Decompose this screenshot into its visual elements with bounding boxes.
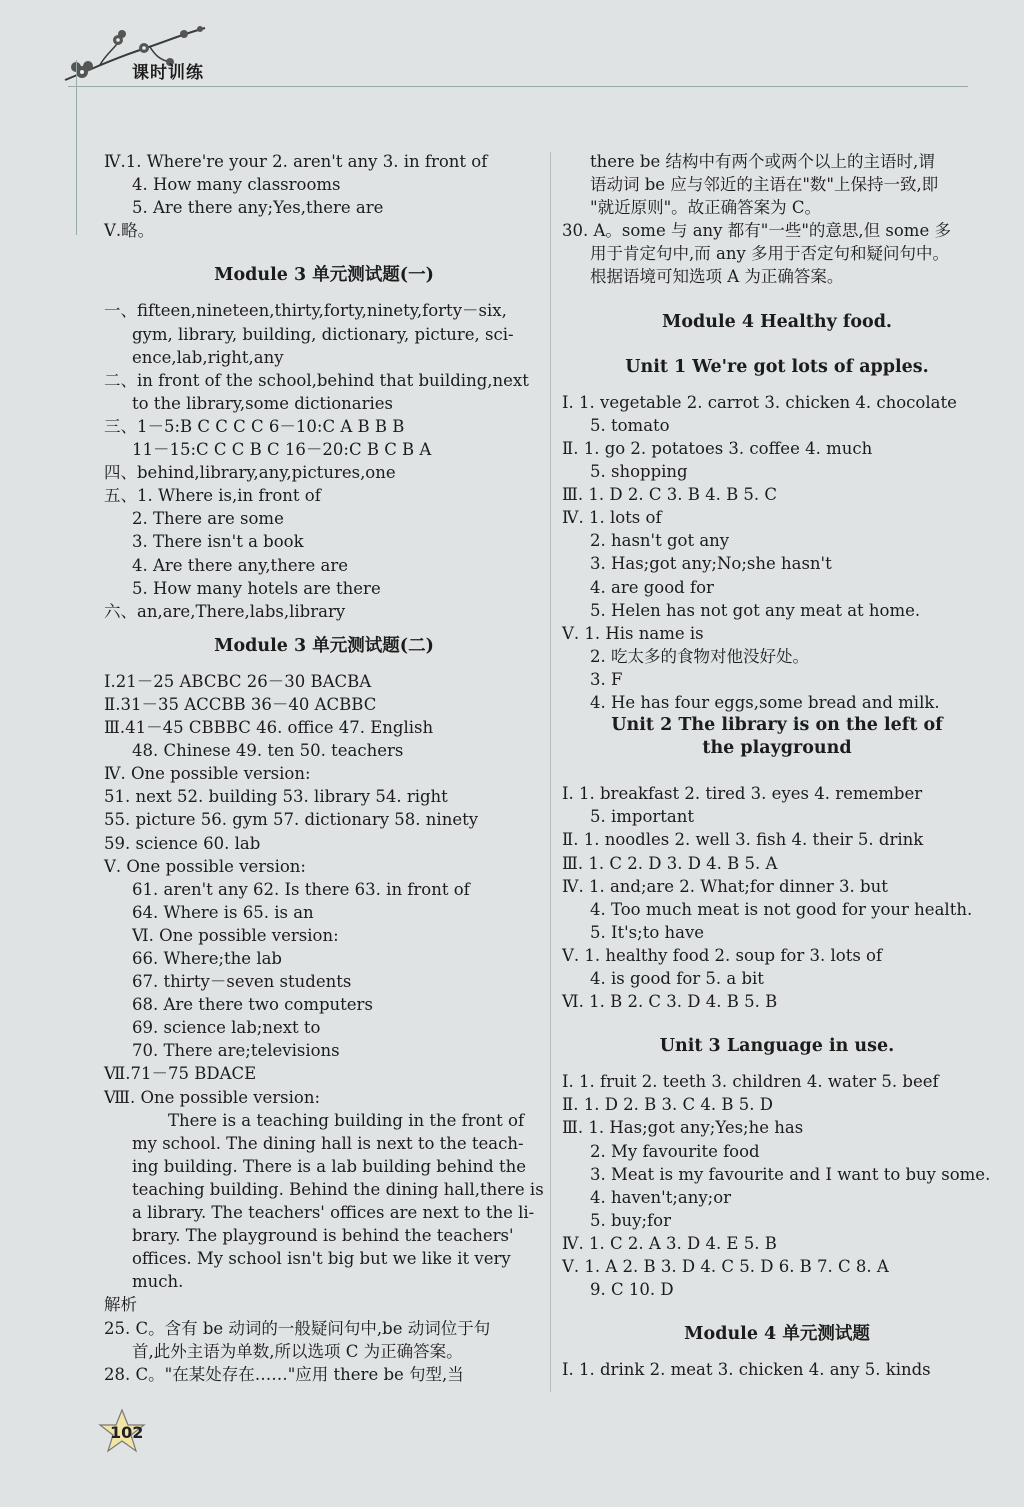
answer-line: 2. My favourite food bbox=[590, 1141, 760, 1161]
page-number: 102 bbox=[110, 1423, 144, 1442]
answer-line: 25. C。含有 be 动词的一般疑问句中,be 动词位于句 bbox=[104, 1318, 491, 1338]
answer-line: Ⅰ.21－25 ABCBC 26－30 BACBA bbox=[104, 671, 372, 691]
answer-line: 用于肯定句中,而 any 多用于否定句和疑问句中。 bbox=[590, 244, 950, 264]
answer-line: 三、1－5:B C C C C 6－10:C A B B B bbox=[104, 416, 405, 436]
answer-line: to the library,some dictionaries bbox=[132, 393, 394, 413]
answer-line: 11－15:C C C B C 16－20:C B C B A bbox=[132, 440, 432, 460]
answer-line: 4. is good for 5. a bit bbox=[590, 969, 764, 988]
answer-line: Ⅱ.31－35 ACCBB 36－40 ACBBC bbox=[104, 694, 377, 714]
answer-line: ing building. There is a lab building behind the bbox=[132, 1156, 526, 1176]
answer-line: 2. There are some bbox=[132, 509, 284, 529]
header-vertical-rule bbox=[76, 60, 77, 235]
answer-line: 4. How many classrooms bbox=[132, 175, 341, 195]
spacer bbox=[104, 658, 544, 670]
answer-line: 64. Where is 65. is an bbox=[132, 902, 314, 922]
answer-line: 28. C。"在某处存在……"应用 there be 句型,当 bbox=[104, 1364, 464, 1384]
answer-line: 五、1. Where is,in front of bbox=[104, 486, 321, 506]
answer-line: a library. The teachers' offices are next to the li- bbox=[132, 1203, 535, 1223]
answer-line: Ⅳ. 1. lots of bbox=[562, 508, 662, 528]
answer-line: Ⅱ. 1. D 2. B 3. C 4. B 5. D bbox=[562, 1095, 773, 1115]
section-heading: Unit 1 We're got lots of apples. bbox=[625, 356, 929, 377]
answer-line: Ⅱ. 1. noodles 2. well 3. fish 4. their 5. drink bbox=[562, 830, 924, 850]
answer-line: gym, library, building, dictionary, picture, sci- bbox=[132, 324, 514, 344]
answer-line: there be 结构中有两个或两个以上的主语时,谓 bbox=[590, 152, 935, 171]
answer-line: 解析 bbox=[104, 1295, 137, 1315]
answer-line: 5. Helen has not got any meat at home. bbox=[590, 600, 921, 620]
answer-line: 69. science lab;next to bbox=[132, 1018, 321, 1038]
answer-line: brary. The playground is behind the teachers' bbox=[132, 1226, 514, 1246]
answer-line: 4. haven't;any;or bbox=[590, 1187, 732, 1207]
answer-line: Ⅳ. One possible version: bbox=[104, 764, 311, 784]
answer-line: 四、behind,library,any,pictures,one bbox=[104, 463, 396, 483]
answer-line: 4. Are there any,there are bbox=[132, 555, 348, 575]
answer-line: There is a teaching building in the front of bbox=[168, 1110, 525, 1130]
answer-line: Ⅲ. 1. D 2. C 3. B 4. B 5. C bbox=[562, 485, 778, 505]
answer-line: 3. F bbox=[590, 669, 623, 689]
answer-line: 一、fifteen,nineteen,thirty,forty,ninety,forty－six, bbox=[104, 301, 507, 321]
answer-line: 66. Where;the lab bbox=[132, 949, 282, 968]
spacer bbox=[562, 760, 992, 782]
answer-line: 六、an,are,There,labs,library bbox=[104, 601, 346, 621]
answer-line: Ⅰ. 1. drink 2. meat 3. chicken 4. any 5. kinds bbox=[562, 1360, 931, 1380]
left-column bbox=[104, 150, 544, 1386]
answer-line: 首,此外主语为单数,所以选项 C 为正确答案。 bbox=[132, 1341, 463, 1361]
answer-line: much. bbox=[132, 1272, 184, 1292]
answer-line: 55. picture 56. gym 57. dictionary 58. ninety bbox=[104, 810, 479, 830]
header-title: 课时训练 bbox=[132, 63, 204, 83]
answer-line: 30. A。some 与 any 都有"一些"的意思,但 some 多 bbox=[562, 221, 951, 241]
answer-line: Ⅶ.71－75 BDACE bbox=[104, 1064, 257, 1084]
right-column bbox=[562, 150, 992, 1381]
answer-line: Ⅰ. 1. fruit 2. teeth 3. children 4. water 5. beef bbox=[562, 1072, 939, 1092]
answer-line: Ⅵ. One possible version: bbox=[132, 925, 339, 945]
answer-line: 59. science 60. lab bbox=[104, 833, 261, 853]
answer-line: 3. Has;got any;No;she hasn't bbox=[590, 554, 832, 574]
answer-line: Ⅷ. One possible version: bbox=[104, 1087, 321, 1107]
spacer bbox=[562, 379, 992, 391]
answer-line: Ⅰ. 1. vegetable 2. carrot 3. chicken 4. chocolate bbox=[562, 392, 957, 412]
answer-line: ence,lab,right,any bbox=[132, 347, 284, 367]
answer-line: 2. 吃太多的食物对他没好处。 bbox=[590, 646, 809, 666]
answer-line: 二、in front of the school,behind that building,next bbox=[104, 370, 529, 390]
answer-line: 5. shopping bbox=[590, 462, 688, 482]
section-heading: Module 4 单元测试题 bbox=[684, 1324, 870, 1345]
spacer bbox=[104, 623, 544, 635]
answer-line: 51. next 52. building 53. library 54. right bbox=[104, 787, 448, 807]
answer-line: 5. tomato bbox=[590, 415, 670, 435]
answer-line: Ⅴ. 1. healthy food 2. soup for 3. lots of bbox=[562, 945, 883, 965]
spacer bbox=[562, 1346, 992, 1358]
answer-line: teaching building. Behind the dining hall,there is bbox=[132, 1179, 544, 1199]
page-number-badge bbox=[98, 1408, 146, 1454]
answer-line: 5. Are there any;Yes,there are bbox=[132, 198, 384, 218]
spacer bbox=[562, 1013, 992, 1035]
answer-line: 5. It's;to have bbox=[590, 922, 705, 942]
spacer bbox=[562, 289, 992, 311]
answer-line: 5. buy;for bbox=[590, 1210, 671, 1230]
answer-line: Ⅲ. 1. Has;got any;Yes;he has bbox=[562, 1118, 804, 1138]
answer-line: 3. Meat is my favourite and I want to buy some. bbox=[590, 1164, 991, 1184]
answer-line: 2. hasn't got any bbox=[590, 531, 730, 551]
spacer bbox=[104, 287, 544, 299]
answer-line: Ⅵ. 1. B 2. C 3. D 4. B 5. B bbox=[562, 992, 778, 1012]
spacer bbox=[104, 242, 544, 264]
answer-line: offices. My school isn't big but we like it very bbox=[132, 1249, 511, 1269]
answer-line: "就近原则"。故正确答案为 C。 bbox=[590, 198, 822, 218]
answer-line: Ⅲ.41－45 CBBBC 46. office 47. English bbox=[104, 718, 434, 738]
header-rule bbox=[68, 86, 968, 87]
answer-line: 68. Are there two computers bbox=[132, 995, 373, 1015]
answer-line: 语动词 be 应与邻近的主语在"数"上保持一致,即 bbox=[590, 175, 939, 195]
answer-line: Ⅴ. 1. His name is bbox=[562, 623, 704, 643]
answer-line: 5. important bbox=[590, 807, 695, 827]
answer-line: 根据语境可知选项 A 为正确答案。 bbox=[590, 267, 844, 287]
answer-line: 3. There isn't a book bbox=[132, 532, 304, 552]
answer-line: Ⅲ. 1. C 2. D 3. D 4. B 5. A bbox=[562, 853, 778, 873]
answer-line: 67. thirty－seven students bbox=[132, 972, 352, 992]
answer-line: my school. The dining hall is next to the teach- bbox=[132, 1133, 524, 1153]
answer-line: 4. He has four eggs,some bread and milk. bbox=[590, 692, 940, 712]
answer-line: Ⅳ.1. Where're your 2. aren't any 3. in front of bbox=[104, 152, 488, 171]
answer-line: 61. aren't any 62. Is there 63. in front of bbox=[132, 879, 470, 899]
answer-line: 5. How many hotels are there bbox=[132, 578, 381, 598]
answer-line: Ⅴ.略。 bbox=[104, 221, 155, 241]
answer-line: 4. are good for bbox=[590, 577, 714, 597]
section-heading: the playground bbox=[702, 738, 852, 759]
section-heading: Unit 2 The library is on the left of bbox=[611, 715, 943, 736]
spacer bbox=[562, 1301, 992, 1323]
section-heading: Unit 3 Language in use. bbox=[659, 1036, 895, 1057]
section-heading: Module 3 单元测试题(二) bbox=[214, 635, 434, 656]
answer-line: Ⅴ. 1. A 2. B 3. D 4. C 5. D 6. B 7. C 8. A bbox=[562, 1257, 889, 1277]
answer-line: Ⅱ. 1. go 2. potatoes 3. coffee 4. much bbox=[562, 438, 873, 458]
answer-line: Ⅰ. 1. breakfast 2. tired 3. eyes 4. remember bbox=[562, 784, 923, 804]
spacer bbox=[562, 1058, 992, 1070]
answer-line: Ⅴ. One possible version: bbox=[104, 856, 306, 876]
answer-line: Ⅳ. 1. and;are 2. What;for dinner 3. but bbox=[562, 876, 888, 896]
section-heading: Module 4 Healthy food. bbox=[661, 311, 893, 332]
answer-line: 48. Chinese 49. ten 50. teachers bbox=[132, 741, 404, 761]
answer-line: 70. There are;televisions bbox=[132, 1041, 340, 1061]
column-divider bbox=[550, 152, 551, 1392]
answer-line: 9. C 10. D bbox=[590, 1280, 674, 1300]
answer-line: 4. Too much meat is not good for your health. bbox=[590, 899, 973, 919]
answer-line: Ⅳ. 1. C 2. A 3. D 4. E 5. B bbox=[562, 1233, 777, 1253]
section-heading: Module 3 单元测试题(一) bbox=[214, 265, 434, 286]
spacer bbox=[562, 334, 992, 356]
